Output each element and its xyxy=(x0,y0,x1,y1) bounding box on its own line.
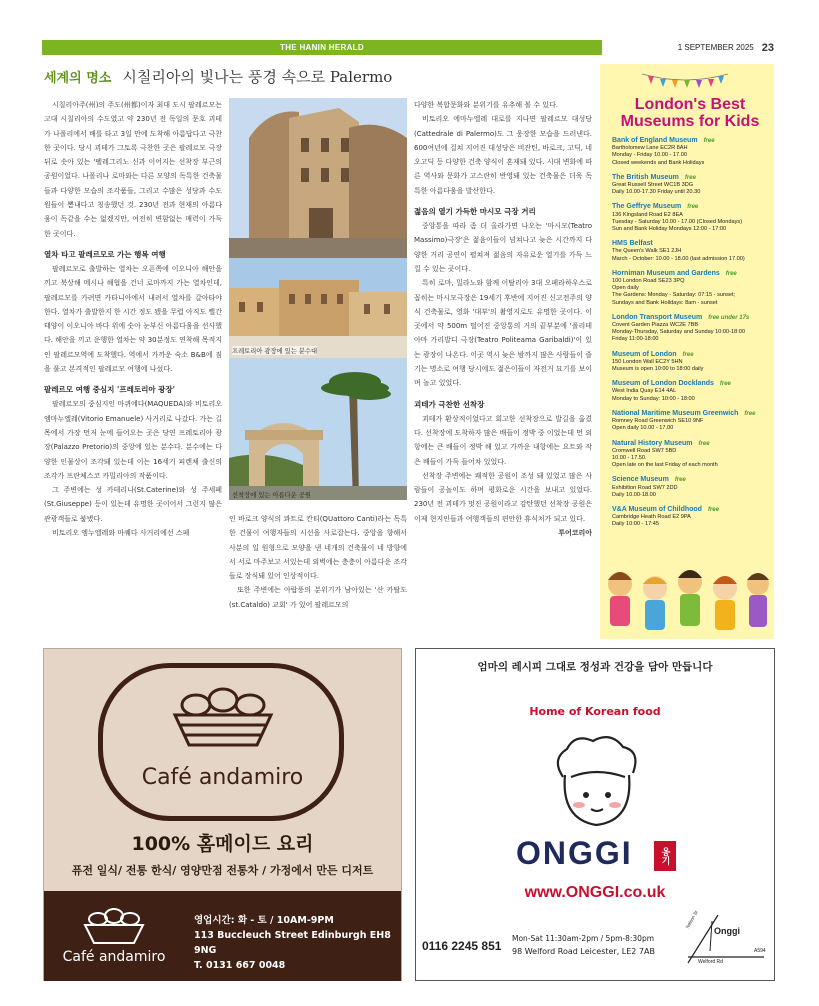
museum-name: London Transport Museum xyxy=(612,313,703,321)
cafe-info-bar xyxy=(44,891,401,981)
cafe-hours: 영업시간: 화 - 토 / 10AM-9PM xyxy=(194,915,334,926)
paragraph: 시칠리아주(州)의 주도(州都)이자 최대 도시 팔레르모는 고대 시칠리아의 수도였고 약 230년 전 독일의 문호 괴테가 나폴리에서 배를 타고 3일 만에 도착해 아름답다고 극찬한 곳이다. 당시 괴테가 그토록 극찬한 곳은 팔레르모 극장 뒤로 솟아 있는 '펠레그리노 신과 이어지는 선착장 부근의 공원이었다. 나폴리나 로마와는 다른 모양의 독특한 건축물들과 다양한 모습의 조각품들, 그리고 수많은 성당과 수도원들이 뽐내다고 칭송했던 것. 230년 전과 현재의 아름다움이 독같을 수는 없겠지만, 여전히 변함없는 매력이 가득한 곳이다. xyxy=(44,101,222,238)
photo-quattro-canti xyxy=(229,98,407,258)
onggi-subtitle: Home of Korean food xyxy=(529,705,661,718)
paragraph: 중앙통을 따라 좀 더 올라가면 나오는 '마시모(Teatro Massimo)극장'은 젊음이들이 넘쳐나고 늦은 시간까지 다양한 거리 공연이 펼쳐져 젊음의 자유로운 열기를 가득 느낄 수 있는 곳이다. xyxy=(414,222,592,273)
onggi-hours: Mon-Sat 11:30am-2pm / 5pm-8:30pm xyxy=(512,934,655,943)
free-badge: free under 17s xyxy=(708,314,750,321)
article-title xyxy=(44,66,392,87)
museum-detail: 136 Kingsland Road E2 8EA xyxy=(612,211,683,218)
onggi-phone: 0116 2245 851 xyxy=(422,939,502,953)
chef-character-icon xyxy=(541,729,651,839)
museum-detail: Daily 10:00 - 17:45 xyxy=(612,521,659,528)
photo-harbor-park xyxy=(229,358,407,500)
paragraph: 다양한 복합문화와 분위기를 유추해 볼 수 있다. xyxy=(414,101,559,109)
museum-detail: Monday-Thursday, Saturday and Sunday 10:00-18:00 xyxy=(612,329,745,336)
museum-detail: The Queen's Walk SE1 2JH xyxy=(612,248,682,255)
paragraph: 팔레르모로 출발하는 열차는 오픈쪽에 이오니아 해안을 끼고 북상해 메시나 해협을 건너 로마까지 가는 열차인데, 팔레르모를 가려면 카타니아에서 내려서 열차를 갈아타야 한다. 열차가 출발한지 한 시간 정도 됐을 무렵 아직도 뻘간 태양이 이오니아 바다 위에 숫아 눈부신 아름다움을 선사했다. 해안을 끼고 운행한 열차는 약 30분정도 연착해 목적지인 팔레르모역에 도착했다. 역에서 가까운 숙소 B&B에 짐을 풀고 본격적인 팔레르모 여행에 나섰다. xyxy=(44,264,222,374)
bread-basket-small-icon xyxy=(82,907,146,945)
article-column-2 xyxy=(229,512,407,632)
museum-name: Bank of England Museum xyxy=(612,137,698,144)
museum-name: The Geffrye Museum xyxy=(612,203,682,211)
onggi-address: 98 Welford Road Leicester, LE2 7AB xyxy=(512,947,655,956)
cafe-address: 113 Buccleuch Street Edinburgh EH8 9NG xyxy=(194,930,391,956)
free-badge: free xyxy=(698,440,710,447)
museum-list xyxy=(612,136,768,529)
onggi-seal: 옹기 xyxy=(654,841,676,871)
museums-title: London's Best Museums for Kids xyxy=(620,96,760,130)
bread-basket-icon xyxy=(171,685,275,749)
cafe-subline: 퓨전 일식/ 전통 한식/ 영양만점 전통차 / 가정에서 만든 디저트 xyxy=(71,864,374,877)
cafe-headline: 100% 홈메이드 요리 xyxy=(131,833,314,855)
page-number: 23 xyxy=(761,41,774,54)
museum-detail: Daily 10.00-18.00 xyxy=(612,491,656,498)
museum-detail: Open late on the last Friday of each month xyxy=(612,462,718,469)
museum-detail: Cromwell Road SW7 5BD xyxy=(612,447,677,454)
museum-detail: West India Quay E14 4AL xyxy=(612,388,677,395)
paragraph: 인 바로크 양식의 콰트로 칸티(QUattoro Canti)라는 독특한 건물이 여행자들의 시선을 사로잡는다. 중앙을 향해서 사분의 일 원형으로 모양을 낸 네개의 건축물이 네 방향에서 서로 마주보고 서있는데 외벽에는 층층이 아름다운 조각들로 장식돼 있어 인상적이다. xyxy=(229,515,407,581)
museum-name: Museum of London xyxy=(612,350,677,358)
paragraph: 비토리오 엠누엘레와 마퀘다 사거리에선 스페 xyxy=(52,529,190,538)
paragraph: 특히 로마, 밀라노와 함께 이탈리아 3대 오페라하우스로 꼽히는 마시모극장은 19세기 후반에 지어진 신고전주의 양식 건축물로, 영화 '대부'의 촬영지로도 유명한 곳이다. 이 곳에서 약 500m 떨어진 중앙통의 거의 끝부분에 '폴리테아마 가리발디 극장(Teatro Politeama Garibaldi)'이 있는 광장이 나온다. 이곳 역시 늦은 밤까지 많은 사람들이 즐기는 명소로 여행 당시에도 젊은이들이 자전거 묘기를 보이며 놀고 있었다. xyxy=(414,279,592,388)
museum-entry xyxy=(612,505,768,529)
article-column-1 xyxy=(44,98,222,632)
paragraph: 그 주변에는 성 카테리나(St.Caterine)와 성 주세페(St.Giuseppe) 등이 있는데 유명한 곳이어서 그런지 많은 관광객들로 붐볐다. xyxy=(44,486,222,523)
museum-entry xyxy=(612,439,768,470)
museum-entry xyxy=(612,409,768,433)
paragraph: 선착장 주변에는 쾌적한 공원이 조성 돼 있었고 많은 사람들이 공놀이도 하며 평화로운 시간을 보내고 있었다. 230년 전 괴테가 멋진 공원이라고 감탄했던 선착장 공원은 이제 현지인들과 여행객들의 편안한 휴식처가 되고 있다. xyxy=(414,471,592,523)
museum-name: Natural History Museum xyxy=(612,439,693,447)
museum-name: Science Museum xyxy=(612,476,669,484)
cafe-brand-small: Café andamiro xyxy=(62,949,166,965)
museum-detail: 150 London Wall EC2Y 5HN xyxy=(612,358,683,365)
museums-panel xyxy=(600,64,774,639)
museum-entry xyxy=(612,379,768,403)
museum-detail: Monday to Sunday: 10:00 - 18:00 xyxy=(612,395,695,402)
issue-date: 1 SEPTEMBER 2025 xyxy=(677,43,754,52)
free-badge: free xyxy=(682,351,694,358)
onggi-ad xyxy=(415,648,775,981)
article-column-3 xyxy=(414,98,592,632)
museum-detail: Great Russell Street WC1B 3DG xyxy=(612,182,694,189)
museum-detail: Friday 11:00-18:00 xyxy=(612,336,659,343)
photo-caption: 프레토리아 광장에 있는 분수대 xyxy=(232,348,318,355)
free-badge: free xyxy=(674,477,686,484)
photo-caption: 선착장에 있는 아름다운 공원 xyxy=(232,492,311,499)
children-illustration xyxy=(600,554,774,639)
cafe-brand: Café andamiro xyxy=(141,765,304,790)
museum-entry xyxy=(612,202,768,233)
museum-detail: Exhibition Road SW7 2DD xyxy=(612,484,678,491)
museum-entry xyxy=(612,475,768,499)
free-badge: free xyxy=(707,506,719,513)
paragraph: 괴테가 환상적이었다고 회고한 선착장으로 발길을 옮겼다. 선착장에 도착하자 많은 배들이 정박 중 이었는데 먼 외항에는 큰 배들이 정박 해 있고 가까운 내항에는 요트와 작은 배들이 가득 들어차 있었다. xyxy=(414,414,592,466)
museum-entry xyxy=(612,173,768,197)
paragraph: 비토리오 에마누엘레 대로를 지나면 팔레르모 대성당(Cattedrale di Palermo)도 그 웅장한 모습을 드러낸다. 600여년에 걸쳐 지어진 대성당은 비잔틴, 바로크, 고딕, 네오고딕 등 다양한 건축 양식이 혼재돼 있다. 시대 변화에 따른 역사와 문화가 고스란히 반영돼 있는 건축물은 더욱 독특한 아름다움을 발산한다. xyxy=(414,115,592,195)
museum-detail: March - October: 10.00 - 18.00 (last admission 17.00) xyxy=(612,255,745,262)
cafe-phone: T. 0131 667 0048 xyxy=(194,960,286,971)
museum-detail: Museum is open 10:00 to 18:00 daily xyxy=(612,366,704,373)
bunting-decoration xyxy=(640,70,730,96)
museum-detail: Sundays and Bank Holidays: 8am - sunset xyxy=(612,299,718,306)
museum-name: HMS Belfast xyxy=(612,240,653,248)
free-badge: free xyxy=(703,138,715,144)
free-badge: free xyxy=(687,204,699,211)
museum-name: The British Museum xyxy=(612,173,679,181)
onggi-brand: ONGGI xyxy=(516,835,633,871)
subheading: 열차 타고 팔레르모로 가는 행복 여행 xyxy=(44,249,166,259)
museum-detail: Open daily xyxy=(612,285,639,292)
museum-detail: The Gardens: Monday - Saturday: 07:15 - sunset; xyxy=(612,292,736,299)
museum-entry xyxy=(612,313,768,344)
museum-detail: Sun and Bank Holiday Mondays 12:00 - 17:00 xyxy=(612,226,727,233)
museum-detail: Bartholomew Lane EC2R 8AH xyxy=(612,145,688,152)
museum-name: Horniman Museum and Gardens xyxy=(612,269,720,277)
free-badge: free xyxy=(719,381,731,388)
subheading: 젊음의 열기 가득한 마시모 극장 거리 xyxy=(414,207,536,217)
onggi-tagline: 엄마의 레시피 그대로 정성과 건강을 담아 만듭니다 xyxy=(477,661,713,673)
museum-detail: Open daily 10.00 - 17.00 xyxy=(612,425,674,432)
photo-piazza-pretoria xyxy=(229,258,407,358)
paper-name: THE HANIN HERALD xyxy=(42,40,602,55)
museum-detail: Cambridge Heath Road E2 9PA xyxy=(612,514,691,521)
onggi-url[interactable]: www.ONGGI.co.uk xyxy=(524,884,666,901)
subheading: 팔레르모 여행 중심지 '프레토리아 광장' xyxy=(44,385,175,395)
map-road-welford: Welford Rd xyxy=(698,959,723,965)
museum-entry xyxy=(612,350,768,374)
subheading: 괴테가 극찬한 선착장 xyxy=(414,399,485,409)
museum-detail: 100 London Road SE23 3PQ xyxy=(612,278,685,285)
museum-detail: Romney Road Greenwich SE10 9NF xyxy=(612,418,704,425)
paragraph: 팔레르모의 중심지인 마퀴에다(MAQUEDA)와 비토리오 엠마누엘레(Vitorio Emanuele) 사거리로 나갔다. 가는 길목에서 가장 먼저 눈에 들어오는 곳은 당연 프레토리아 광장(Palazzo Pretorio)의 중앙에 있는 분수다. 분수에는 다양한 인물상이 조각돼 있는데 이는 16세기 피렌체 출신의 조각가 프란체스코 카밀리아의 작품이다. xyxy=(44,400,222,480)
museum-detail: 10.00 - 17.50. xyxy=(612,454,647,461)
paragraph: 또한 주변에는 아랍풍의 분위기가 남아있는 '산 카탈도(st.Cataldo) 교회' 가 있어 팔레르모의 xyxy=(229,586,407,609)
free-badge: free xyxy=(744,410,756,417)
free-badge: free xyxy=(725,270,737,277)
museum-entry xyxy=(612,239,768,263)
museum-detail: Tuesday - Saturday 10.00 - 17.00 (Closed Mondays) xyxy=(612,218,743,225)
location-map xyxy=(684,911,770,967)
museum-name: Museum of London Docklands xyxy=(612,380,714,388)
museum-detail: Daily 10.00-17.30 Friday until 20.30 xyxy=(612,189,701,196)
museum-entry xyxy=(612,136,768,167)
free-badge: free xyxy=(684,174,696,181)
museum-detail: Covent Garden Piazza WC2E 7BB xyxy=(612,322,699,329)
cafe-andamiro-ad xyxy=(43,648,402,981)
museum-name: V&A Museum of Childhood xyxy=(612,505,702,513)
museum-detail: Monday - Friday 10.00 - 17.00 xyxy=(612,152,687,159)
onggi-details xyxy=(512,932,655,958)
museum-entry xyxy=(612,269,768,307)
map-onggi-label: Onggi xyxy=(714,926,740,936)
headline: 시칠리아의 빛나는 풍경 속으로 Palermo xyxy=(122,68,393,86)
museum-name: National Maritime Museum Greenwich xyxy=(612,409,739,417)
map-road-nelson: Nelson St xyxy=(684,909,699,930)
cafe-contact xyxy=(194,913,401,973)
section-label: 세계의 명소 xyxy=(44,71,112,86)
page-header xyxy=(42,40,774,55)
museum-detail: Closed weekends and Bank Holidays xyxy=(612,159,705,166)
map-road-a594: A594 xyxy=(754,948,766,954)
article-author: 투어코리아 xyxy=(558,529,592,538)
